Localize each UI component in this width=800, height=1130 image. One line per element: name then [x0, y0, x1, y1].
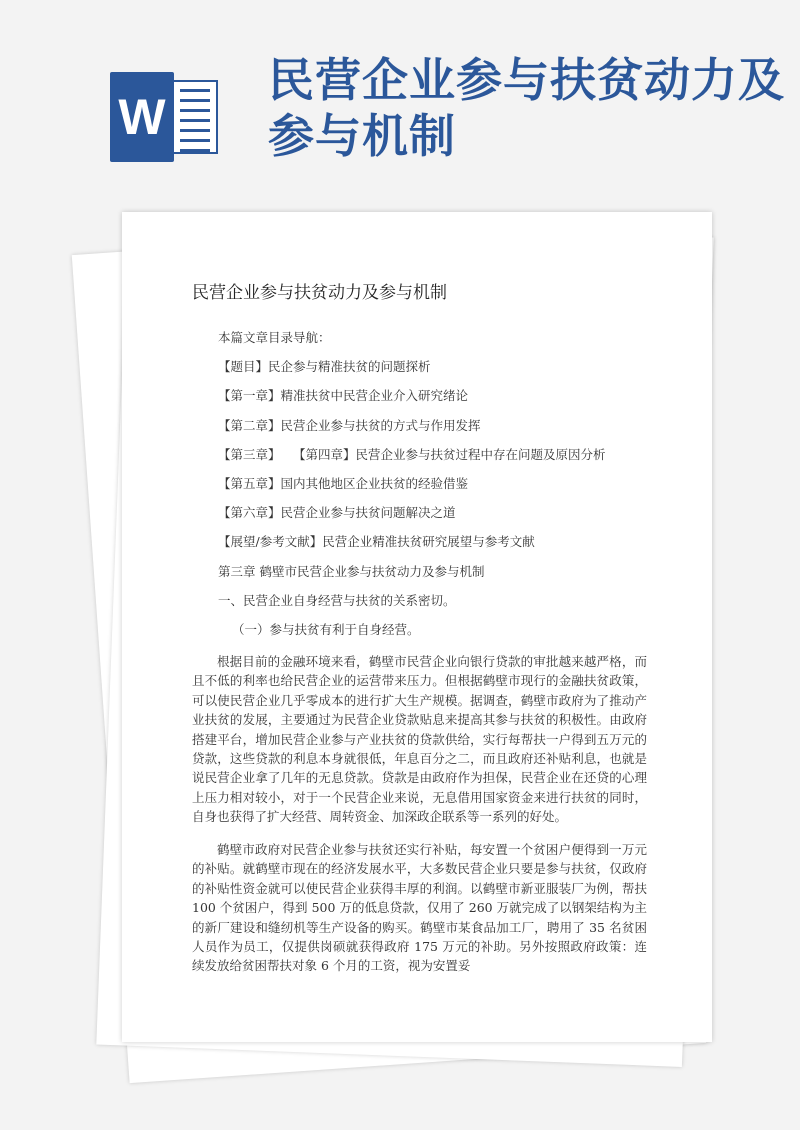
- word-logo-letter: W: [110, 72, 174, 162]
- subsection-heading: （一）参与扶贫有利于自身经营。: [232, 621, 420, 637]
- section-heading: 第三章 鹤壁市民营企业参与扶贫动力及参与机制: [218, 563, 485, 579]
- toc-item: 【题目】民企参与精准扶贫的问题探析: [218, 359, 431, 375]
- header-title: 民营企业参与扶贫动力及参与机制: [268, 53, 785, 163]
- toc-item: 【展望/参考文献】民营企业精准扶贫研究展望与参考文献: [218, 534, 535, 550]
- toc-item: 【第三章】 【第四章】民营企业参与扶贫过程中存在问题及原因分析: [218, 446, 606, 462]
- word-icon: [110, 72, 220, 162]
- toc-item: 【第二章】民营企业参与扶贫的方式与作用发挥: [218, 417, 481, 433]
- table-of-contents: [218, 328, 606, 649]
- toc-item: 【第六章】民营企业参与扶贫问题解决之道: [218, 505, 456, 521]
- toc-item: 本篇文章目录导航：: [218, 330, 331, 345]
- section-heading: 一、民营企业自身经营与扶贫的关系密切。: [218, 592, 456, 608]
- body-paragraph: 鹤壁市政府对民营企业参与扶贫还实行补贴，每安置一个贫困户便得到一万元的补贴。就鹤壁市现在的经济发展水平，大多数民营企业只要是参与扶贫，仅政府的补贴性资金就可以使民营企业获得丰厚的利润。以鹤壁市新亚服装厂为例，帮扶 100 个贫困户，得到 500 万的低息贷款，仅用了 260 万就完成了以钢架结构为主的新厂建设和缝纫机等生产设备的购买。鹤壁市某食品加工厂，聘用了 35 名贫困人员作为员工，仅提供岗硕就获得政府 175 万元的补助。另外按照政府政策：连续发放给贫困帮扶对象 6 个月的工资，视为安置妥: [192, 842, 647, 974]
- page-title: 民营企业参与扶贫动力及参与机制: [192, 283, 447, 303]
- document-page: [122, 212, 712, 1042]
- toc-item: 【第一章】精准扶贫中民营企业介入研究绪论: [218, 388, 469, 404]
- body-paragraph: 根据目前的金融环境来看，鹤壁市民营企业向银行贷款的审批越来越严格，而且不低的利率也给民营企业的运营带来压力。但根据鹤壁市现行的金融扶贫政策，可以使民营企业几乎零成本的进行扩大生产规模。据调查，鹤壁市政府为了推动产业扶贫的发展，主要通过为民营企业贷款贴息来提高其参与扶贫的积极性。由政府搭建平台，增加民营企业参与产业扶贫的贷款供给，实行每帮扶一户得到五万元的贷款，这些贷款的利息本身就很低，年息百分之二，而且政府还补贴利息，也就是说民营企业拿了几年的无息贷款。贷款是由政府作为担保，民营企业在还贷的心理上压力相对较小，对于一个民营企业来说，无息借用国家资金来进行扶贫的同时，自身也获得了扩大经营、周转资金、加深政企联系等一系列的好处。: [192, 654, 647, 825]
- toc-item: 【第五章】国内其他地区企业扶贫的经验借鉴: [218, 475, 469, 491]
